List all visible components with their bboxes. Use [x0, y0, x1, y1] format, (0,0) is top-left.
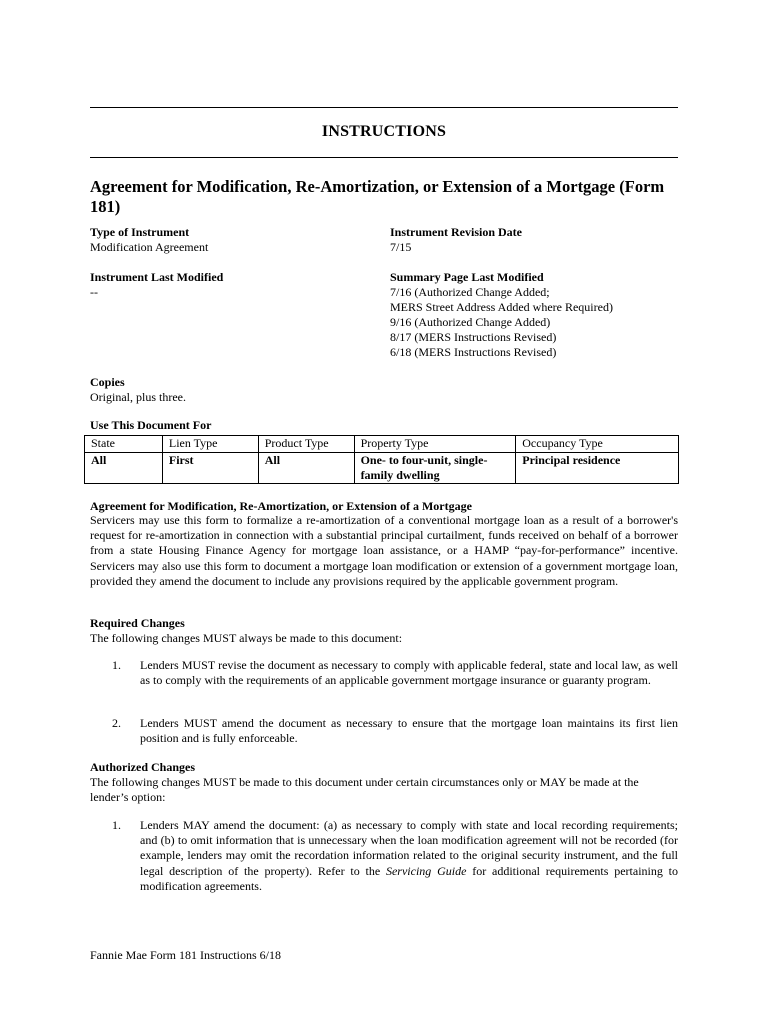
table-cell: All — [85, 453, 163, 484]
list-item-number: 2. — [112, 716, 121, 730]
use-for-table — [84, 435, 679, 484]
table-row — [85, 453, 679, 484]
table-header-cell: Property Type — [354, 436, 516, 453]
list-item — [112, 818, 678, 894]
list-item — [112, 716, 678, 746]
summary-line: 6/18 (MERS Instructions Revised) — [390, 345, 557, 359]
list-item-text-part: for additional requirements pertaining to modification agreements. — [140, 863, 679, 893]
type-of-instrument-label: Type of Instrument — [90, 225, 190, 239]
list-item-number: 1. — [112, 818, 121, 832]
type-of-instrument-value: Modification Agreement — [90, 240, 209, 254]
table-header-cell: State — [85, 436, 163, 453]
authorized-changes-intro: The following changes MUST be made to this document under certain circumstances only or MAY be made at the lender’s option: — [90, 775, 639, 805]
copies-label: Copies — [90, 375, 125, 389]
summary-line: 8/17 (MERS Instructions Revised) — [390, 330, 557, 344]
table-cell: All — [258, 453, 354, 484]
summary-line: 7/16 (Authorized Change Added; — [390, 285, 550, 299]
use-for-label: Use This Document For — [90, 418, 212, 432]
agreement-section-heading: Agreement for Modification, Re-Amortization, or Extension of a Mortgage — [90, 499, 472, 513]
table-cell: First — [162, 453, 258, 484]
summary-last-modified-label: Summary Page Last Modified — [390, 270, 544, 284]
table-header-cell: Occupancy Type — [516, 436, 679, 453]
table-header-cell: Product Type — [258, 436, 354, 453]
top-rule — [90, 107, 678, 108]
table-cell: One- to four-unit, single-family dwelling — [354, 453, 516, 484]
list-item-number: 1. — [112, 658, 121, 672]
table-header-row — [85, 436, 679, 453]
agreement-section-body: Servicers may use this form to formalize a re-amortization of a conventional mortgage loan as a result of a borrower's request for re-amortization in connection with a substantial principal curtailment, funds received on behalf of a borrower from a state Housing Finance Agency for mortgage loan assistance, or a HAMP “pay-for-performance” incentive. Servicers may also use this form to document a mortgage loan modification or extension of a government mortgage loan, provided they amend the document to include any provisions required by the applicable government program. — [90, 513, 678, 588]
list-item-text: Lenders MUST revise the document as necessary to comply with applicable federal, state and local law, as well as to comply with the requirements of an applicable government mortgage insurance or guaranty program. — [140, 658, 678, 688]
list-item — [112, 658, 678, 688]
summary-line: 9/16 (Authorized Change Added) — [390, 315, 551, 329]
document-title: Agreement for Modification, Re-Amortization, or Extension of a Mortgage (Form 181) — [90, 177, 665, 216]
heading-rule — [90, 157, 678, 158]
page-heading: INSTRUCTIONS — [321, 123, 447, 140]
list-item-text — [140, 818, 678, 894]
summary-line: MERS Street Address Added where Required) — [390, 300, 613, 314]
table-header-cell: Lien Type — [162, 436, 258, 453]
authorized-changes-heading: Authorized Changes — [90, 760, 196, 774]
last-modified-label: Instrument Last Modified — [90, 270, 224, 284]
list-item-text-part: Lenders MAY amend the document: (a) as necessary to comply with state and local recording requirements; and (b) to omit information that is unnecessary when the loan modification agreement will not be recorded (for example, lenders may omit the recordation information related to the original security instrument, and the full legal description of the property). Refer to the — [140, 818, 678, 878]
copies-value: Original, plus three. — [90, 390, 186, 404]
table-cell: Principal residence — [516, 453, 679, 484]
list-item-text: Lenders MUST amend the document as necessary to ensure that the mortgage loan maintains its first lien position and is fully enforceable. — [140, 716, 678, 746]
required-changes-intro: The following changes MUST always be made to this document: — [90, 631, 403, 645]
revision-date-value: 7/15 — [390, 240, 412, 254]
servicing-guide-reference: Servicing Guide — [385, 863, 467, 878]
revision-date-label: Instrument Revision Date — [390, 225, 522, 239]
last-modified-value: -- — [90, 285, 98, 299]
required-changes-heading: Required Changes — [90, 616, 185, 630]
page-footer: Fannie Mae Form 181 Instructions 6/18 — [90, 948, 281, 962]
